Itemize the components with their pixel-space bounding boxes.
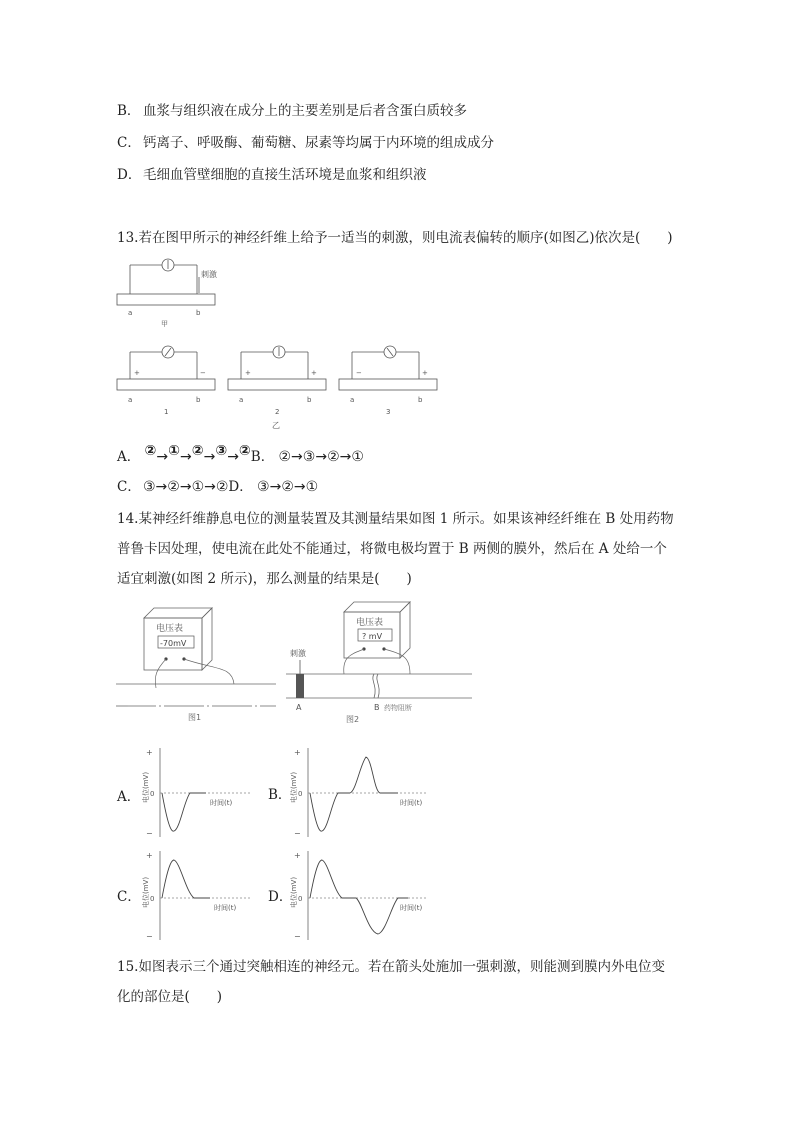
- fig1-caption: 图1: [188, 713, 202, 722]
- drug-label: 药物阻断: [384, 704, 412, 712]
- svg-text:+: +: [134, 369, 140, 377]
- q14-option-a-label: A．: [117, 789, 141, 805]
- label-b: b: [196, 309, 201, 317]
- svg-text:乙: 乙: [272, 421, 280, 430]
- q14-graph-a: [140, 745, 260, 840]
- meter-label: 电压表: [156, 624, 184, 634]
- q14-figure-2: [286, 598, 476, 723]
- svg-text:−: −: [146, 829, 153, 838]
- option-d: D． 毛细血管壁细胞的直接生活环境是血浆和组织液: [117, 167, 427, 183]
- svg-text:时间(t): 时间(t): [214, 904, 237, 912]
- q14-stem-2: 普鲁卡因处理，使电流在此处不能通过，将微电极均置于 B 两侧的膜外，然后在 A 处给一个: [117, 541, 667, 557]
- q15-stem-1: 15.如图表示三个通过突触相连的神经元。若在箭头处施加一强刺激，则能测到膜内外电位变: [117, 959, 665, 975]
- svg-text:电位(mV): 电位(mV): [290, 876, 298, 908]
- svg-text:−: −: [356, 369, 362, 377]
- svg-text:a: a: [128, 396, 133, 404]
- svg-text:0: 0: [150, 895, 155, 903]
- svg-text:1: 1: [164, 408, 169, 416]
- q14-option-d-label: D．: [268, 889, 293, 905]
- svg-text:+: +: [422, 369, 428, 377]
- caption-jia: 甲: [161, 320, 168, 328]
- q14-option-c-label: C．: [117, 889, 141, 905]
- svg-text:a: a: [350, 396, 355, 404]
- option-c: C． 钙离子、呼吸酶、葡萄糖、尿素等均属于内环境的组成成分: [117, 135, 494, 151]
- svg-text:时间(t): 时间(t): [400, 799, 423, 807]
- label-B: B: [374, 703, 380, 712]
- yi-panel-2: [228, 346, 326, 430]
- q13-stem: 13.若在图甲所示的神经纤维上给予一适当的刺激，则电流表偏转的顺序(如图乙)依次是( ): [117, 230, 673, 246]
- option-b: B． 血浆与组织液在成分上的主要差别是后者含蛋白质较多: [117, 103, 467, 119]
- meter2-reading: ? mV: [362, 632, 383, 641]
- yi-panel-3: [339, 346, 437, 416]
- svg-text:0: 0: [298, 790, 303, 798]
- q13-figure-jia: [112, 255, 222, 330]
- q13-figure-yi: [112, 342, 442, 432]
- svg-text:+: +: [294, 748, 301, 757]
- q14-graph-d: [288, 848, 438, 943]
- svg-text:0: 0: [150, 790, 155, 798]
- svg-text:−: −: [294, 829, 301, 838]
- svg-text:电位(mV): 电位(mV): [290, 771, 298, 803]
- svg-text:+: +: [311, 369, 317, 377]
- meter2-label: 电压表: [356, 618, 384, 628]
- svg-text:2: 2: [275, 408, 280, 416]
- svg-text:−: −: [294, 932, 301, 941]
- q14-stem-3: 适宜刺激(如图 2 所示)，那么测量的结果是( ): [117, 571, 412, 587]
- svg-text:时间(t): 时间(t): [210, 799, 233, 807]
- q15-stem-2: 化的部位是( ): [117, 989, 223, 1005]
- q14-option-b-label: B．: [268, 787, 292, 803]
- svg-text:b: b: [307, 396, 312, 404]
- svg-text:电位(mV): 电位(mV): [142, 876, 150, 908]
- svg-text:+: +: [146, 851, 153, 860]
- svg-text:a: a: [239, 396, 244, 404]
- meter-reading: -70mV: [160, 639, 187, 648]
- svg-text:电位(mV): 电位(mV): [142, 771, 150, 803]
- label-A: A: [296, 703, 302, 712]
- svg-text:+: +: [294, 851, 301, 860]
- svg-text:3: 3: [386, 408, 391, 416]
- svg-text:b: b: [418, 396, 423, 404]
- q13-option-c-d: C． ③→②→①→②D． ③→②→①: [117, 479, 319, 495]
- svg-text:−: −: [200, 369, 206, 377]
- svg-text:−: −: [146, 932, 153, 941]
- q13-option-a-b: A． ②→①→②→③→②B． ②→③→②→①: [117, 443, 364, 465]
- svg-text:b: b: [196, 396, 201, 404]
- yi-panel-1: [117, 346, 215, 416]
- q14-stem-1: 14.某神经纤维静息电位的测量装置及其测量结果如图 1 所示。如果该神经纤维在 B 处用药物: [117, 511, 674, 527]
- q14-graph-b: [288, 745, 438, 840]
- stim2-label: 刺激: [290, 649, 306, 658]
- stim-label: 刺激: [201, 270, 217, 279]
- fig2-caption: 图2: [346, 715, 360, 723]
- svg-text:+: +: [245, 369, 251, 377]
- svg-text:时间(t): 时间(t): [400, 904, 423, 912]
- svg-text:0: 0: [298, 895, 303, 903]
- svg-text:+: +: [146, 748, 153, 757]
- q14-graph-c: [140, 848, 260, 943]
- q14-figure-1: [116, 600, 286, 725]
- label-a: a: [128, 309, 133, 317]
